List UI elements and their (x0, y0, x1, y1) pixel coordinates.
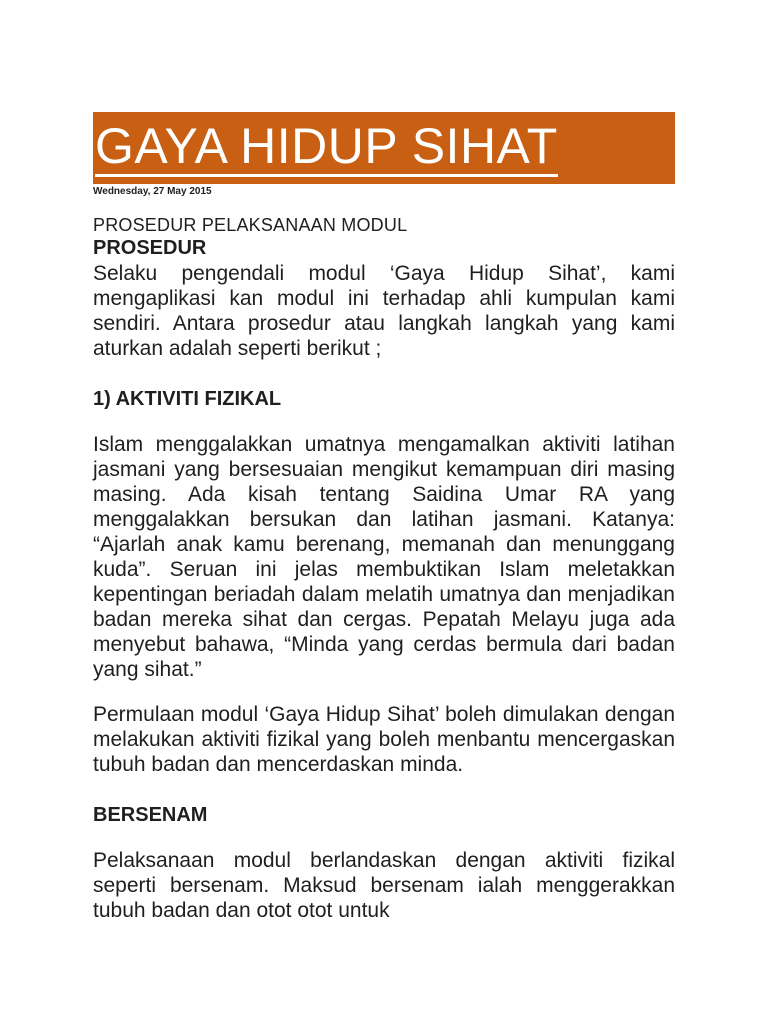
post-date: Wednesday, 27 May 2015 (93, 186, 212, 197)
blog-title[interactable]: GAYA HIDUP SIHAT (95, 118, 558, 177)
paragraph-bersenam: Pelaksanaan modul berlandaskan dengan aktiviti fizikal seperti bersenam. Maksud bersenam ialah menggerakkan tubuh badan dan otot otot untuk (93, 849, 675, 922)
heading-prosedur: PROSEDUR (93, 237, 207, 259)
paragraph-aktiviti-1: Islam menggalakkan umatnya mengamalkan aktiviti latihan jasmani yang bersesuaian mengikut kemampuan diri masing masing. Ada kisah tentang Saidina Umar RA yang menggalakkan bersukan dan latihan jasmani. Katanya: “Ajarlah anak kamu berenang, memanah dan menunggang kuda”. Seruan ini jelas membuktikan Islam meletakkan kepentingan beriadah dalam melatih umatnya dan menjadikan badan mereka sihat dan cergas. Pepatah Melayu juga ada menyebut bahawa, “Minda yang cerdas bermula dari badan yang sihat.” (93, 433, 675, 681)
document-page (93, 112, 675, 923)
paragraph-aktiviti-2: Permulaan modul ‘Gaya Hidup Sihat’ boleh dimulakan dengan melakukan aktiviti fizikal yang boleh menbantu mencergaskan tubuh badan dan mencerdaskan minda. (93, 703, 675, 776)
paragraph-prosedur: Selaku pengendali modul ‘Gaya Hidup Sihat’, kami mengaplikasi kan modul ini terhadap ahli kumpulan kami sendiri. Antara prosedur atau langkah langkah yang kami aturkan adalah seperti berikut ; (93, 262, 675, 360)
title-banner (93, 112, 675, 184)
heading-aktiviti-fizikal: 1) AKTIVITI FIZIKAL (93, 388, 282, 410)
heading-bersenam: BERSENAM (93, 804, 208, 826)
section-kicker: PROSEDUR PELAKSANAAN MODUL (93, 215, 408, 235)
